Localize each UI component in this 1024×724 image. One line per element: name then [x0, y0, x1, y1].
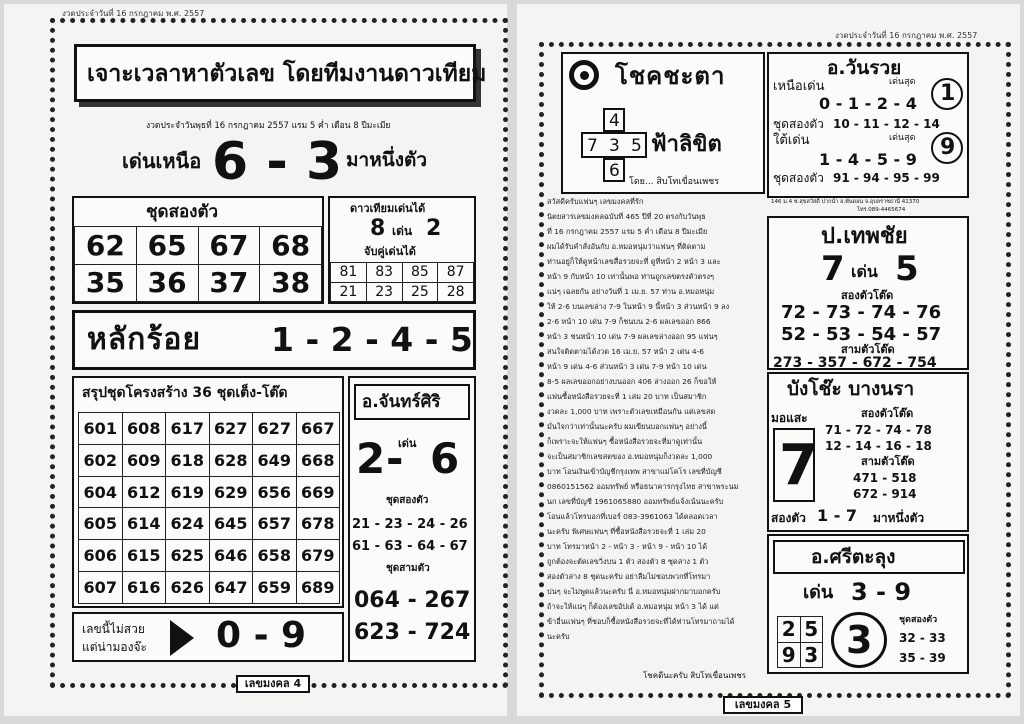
bang-big: 7: [779, 433, 818, 498]
summary-cell: 608: [122, 413, 166, 445]
pick-cell: 28: [438, 282, 474, 302]
chan-two-title: ชุดสองตัว: [386, 495, 429, 506]
wan-title: อ.วันรวย: [827, 57, 902, 79]
south-two-label: ชุดสองตัว: [773, 171, 824, 185]
chan-three-2: 623 - 724: [354, 620, 471, 645]
north-label: เหนือเด่น: [773, 79, 825, 94]
summary-cell: 625: [166, 540, 210, 572]
article-column: [547, 196, 759, 666]
article-line: นะครับ พิเศษแฟนๆ ที่ซื้อหนังสือรวยจะที่ 1 เล่ม 20: [547, 527, 706, 536]
article-line: แฟนซื้อหนังสือรวยจะที่ 1 เล่ม 20 บาท เป็นสมาชิก: [547, 392, 707, 401]
left-page: [4, 4, 507, 716]
brand-name: โชคชะตา: [615, 62, 726, 90]
summary-cell: 669: [296, 476, 340, 508]
sri-title-box: [773, 540, 965, 574]
lead-label: เด่นเหนือ: [122, 149, 202, 173]
pick-cell: 85: [402, 263, 438, 283]
right-header-date: งวดประจำวันที่ 16 กรกฎาคม พ.ศ. 2557: [835, 31, 978, 40]
article-line: หน้า 9 เด่น 4-6 ส่วนหน้า 3 เด่น 7-9 หน้า 10 เด่น: [547, 362, 707, 371]
summary-cell: 658: [253, 540, 297, 572]
summary-cell: 678: [296, 508, 340, 540]
thep-two-title: สองตัวโต๊ด: [841, 289, 894, 302]
summary-cell: 659: [253, 572, 297, 604]
brand-swirl-dot: [580, 71, 589, 80]
brand-swirl-icon: [569, 60, 599, 90]
south-label: ใต้เด่น: [773, 133, 810, 148]
bang-three-1: 471 - 518: [853, 471, 917, 485]
summary-cell: 626: [166, 572, 210, 604]
draw-line: งวดประจำวันพุธที่ 16 กรกฎาคม 2557 แรม 5 ค่ำ เดือน 8 ปีมะเมีย: [146, 121, 391, 131]
bang-box: [767, 372, 969, 532]
chan-main-right: 6: [430, 434, 460, 483]
cross-top-cell: [603, 108, 625, 132]
summary-cell: 605: [79, 508, 123, 540]
bang-title: บังโช๊ะ บางนรา: [787, 378, 915, 400]
pair-cell: 36: [136, 264, 198, 302]
title-banner: [74, 44, 487, 102]
phone: โทร.089-4465674: [857, 207, 906, 213]
thep-three: 273 - 357 - 672 - 754: [773, 355, 937, 371]
summary-cell: 615: [122, 540, 166, 572]
by-line: โดย... สิบโทเขื่อนเพชร: [629, 177, 720, 187]
north-two: 10 - 11 - 12 - 14: [833, 117, 940, 131]
summary-cell: 689: [296, 572, 340, 604]
hundreds-label: หลักร้อย: [87, 322, 202, 357]
summary-cell: 606: [79, 540, 123, 572]
south-two: 91 - 94 - 95 - 99: [833, 171, 940, 185]
sri-pair-1: 32 - 33: [899, 631, 946, 645]
cross-bottom: 6: [609, 161, 620, 181]
summary-cell: 604: [79, 476, 123, 508]
summary-cell: 629: [209, 476, 253, 508]
article-line: นะครับ: [547, 632, 570, 641]
article-line: ถ้าจะให้แน่ๆ ก็ต้องเลขอัปเด้ อ.หมอหนุ่ม หน้า 3 ได้ แต่: [547, 602, 719, 611]
summary-cell: 617: [166, 413, 210, 445]
article-line: จะเป็นสมาชิกเลขสดของ อ.หมอหนุ่มก็งวดละ 1,000: [547, 452, 713, 461]
satellite-second: 2: [426, 216, 442, 241]
pick-cell: 21: [331, 282, 367, 302]
summary-cell: 619: [166, 476, 210, 508]
chan-two-2: 61 - 63 - 64 - 67: [352, 539, 468, 554]
pair-cell: 62: [75, 227, 137, 265]
article-line: นิตยสารเลขมงคลฉบับที่ 465 ปีที่ 20 ตรงกับวันพุธ: [547, 212, 706, 221]
article-line: สนใจติดตามได้งวด 16 เม.ย. 57 หน้า 2 เด่น 4-6: [547, 347, 704, 356]
hundreds-value: 1 - 2 - 4 - 5: [271, 320, 473, 359]
article-line: 2-6 หน้า 10 เด่น 7-9 ก็ชนบน 2-6 ผลเลขออก 866: [547, 317, 711, 326]
bang-three-title: สามตัวโต๊ด: [861, 455, 915, 468]
south-star-circle: [931, 132, 963, 164]
summary-cell: 618: [166, 444, 210, 476]
chan-title: อ.จันทร์ศิริ: [362, 392, 441, 412]
summary-grid: [78, 412, 340, 604]
summary-cell: 649: [253, 444, 297, 476]
thep-two-2: 52 - 53 - 54 - 57: [781, 324, 942, 345]
chan-main-mid: เด่น: [398, 437, 417, 450]
summary-cell: 624: [166, 508, 210, 540]
chan-main-left: 2: [356, 434, 386, 483]
note-value: 0 - 9: [216, 615, 307, 656]
summary-cell: 668: [296, 444, 340, 476]
article-line: โอนแล้วโทรบอกที่เบอร์ 083-3961063 ได้ตลอดเวลา: [547, 512, 718, 521]
pairs-box: [72, 196, 324, 304]
article-line: ที่ 16 กรกฎาคม 2557 แรม 5 ค่ำ เดือน 8 ปีมะเมีย: [547, 227, 708, 236]
article-line: สองตัวล่าง 8 ชุดนะครับ อย่าลืมไม่ชอบพวกที่โทรมา: [547, 572, 711, 581]
sri-circle-num: 3: [846, 618, 873, 662]
lead-suffix: มาหนึ่งตัว: [346, 149, 427, 171]
bang-bottom-label: สองตัว: [771, 511, 806, 525]
article-line: งวดละ 1,000 บาท เพราะตัวเลขเหมือนกัน แต่เลขสด: [547, 407, 716, 416]
pick-grid: [330, 262, 474, 302]
bang-two-1: 71 - 72 - 74 - 78: [825, 423, 932, 437]
pick-cell: 23: [366, 282, 402, 302]
article-line: ท่านอยู่ก็ให้ดูหน้าเลขสื่อรวยจะที่ ดูที่หน้า 2 หน้า 3 และ: [547, 257, 721, 266]
pair-cell: 67: [198, 227, 260, 265]
wan-box: [767, 52, 969, 198]
sri-cell: 3: [800, 642, 823, 668]
north-digits: 0 - 1 - 2 - 4: [819, 94, 917, 113]
thep-box: [767, 216, 969, 370]
right-page: [517, 4, 1020, 716]
north-star-circle: [931, 78, 963, 110]
hundreds-box: [72, 310, 476, 370]
pair-cell: 35: [75, 264, 137, 302]
article-line: ให้ 2-6 บนเลขล่าง 7-9 ในหน้า 9 นี้หน้า 3 ส่วนหน้า 9 ลง: [547, 302, 730, 311]
pick-cell: 87: [438, 263, 474, 283]
chan-two-1: 21 - 23 - 24 - 26: [352, 517, 468, 532]
article-line: 8-5 ผลเลขออกอย่างบนออก 406 ล่างออก 26 ก็ขอให้: [547, 377, 717, 386]
article-line: บาท โอนเงินเข้าบัญชีกรุงเทพ สาขาแม่โคโร เลขที่บัญชี: [547, 467, 722, 476]
thep-main-mid: เด่น: [851, 262, 878, 281]
summary-cell: 645: [209, 508, 253, 540]
pair-cell: 37: [198, 264, 260, 302]
thep-three-title: สามตัวโต๊ด: [841, 343, 895, 356]
summary-cell: 647: [209, 572, 253, 604]
south-digits: 1 - 4 - 5 - 9: [819, 150, 917, 169]
cross-bottom-cell: [603, 158, 625, 182]
article-line: ผมได้รับคำสั่งอันกับ อ.หมอหนุ่มว่าแฟนๆ ที่ติดตาม: [547, 242, 706, 251]
bang-big-box: [773, 428, 818, 502]
summary-cell: 616: [122, 572, 166, 604]
sri-pair-2: 35 - 39: [899, 651, 946, 665]
pairs-title: ชุดสองตัว: [146, 202, 219, 222]
pick-cell: 83: [366, 263, 402, 283]
article-line: นก เลขที่บัญชี 1961065880 ออมทรัพย์แจ้งเน้นนะครับ: [547, 497, 724, 506]
thep-main-a: 7: [821, 249, 845, 289]
pair-cell: 38: [260, 264, 322, 302]
sri-pair-title: ชุดสองตัว: [899, 615, 938, 625]
article-line: หน้า 3 ชนหน้า 10 เด่น 7-9 ผลเลขล่างออก 95 แฟนๆ: [547, 332, 718, 341]
cross-top: 4: [609, 111, 620, 131]
sri-cell: 2: [778, 617, 801, 643]
sri-grid: [777, 616, 823, 668]
cross-mid-row: [581, 132, 647, 158]
chan-three-title: ชุดสามตัว: [386, 563, 430, 574]
note-line1: เลขนี้ไม่สวย: [82, 622, 145, 636]
north-star-num: 1: [940, 81, 956, 106]
summary-cell: 602: [79, 444, 123, 476]
article-line: บาท โทรมาหน้า 2 - หน้า 3 - หน้า 9 - หน้า 10 ได้: [547, 542, 708, 551]
north-two-label: ชุดสองตัว: [773, 117, 824, 131]
pairs-grid: [74, 226, 322, 302]
bang-three-2: 672 - 914: [853, 487, 917, 501]
cross-mid-1: 7: [587, 136, 598, 156]
summary-cell: 612: [122, 476, 166, 508]
bang-bottom-value: 1 - 7: [817, 506, 858, 525]
article-line: 0860151562 ออมทรัพย์ หรือธนาคารกรุงไทย สาขาพระนม: [547, 482, 739, 491]
right-footer: เลขมงคล 5: [723, 696, 803, 714]
thep-two-1: 72 - 73 - 74 - 76: [781, 302, 942, 323]
article-sign: โชคดีนะครับ สิบโทเขื่อนเพชร: [643, 671, 747, 680]
sri-lead-value: 3 - 9: [851, 578, 912, 606]
article-line: ข้าอื่นแฟนๆ ที่ชอบก็ซื้อหนังสือรวยจะที่ได้ท่านโทรมาถามได้: [547, 617, 735, 626]
chan-box: [348, 376, 476, 662]
sri-box: [767, 534, 969, 674]
summary-title: สรุปชุดโครงสร้าง 36 ชุดเต็ง-โต๊ด: [82, 385, 288, 401]
lead-value: 6 - 3: [212, 132, 343, 192]
pick-title: จับคู่เด่นได้: [364, 245, 416, 258]
summary-cell: 656: [253, 476, 297, 508]
chan-main-dash: -: [386, 434, 404, 483]
bang-two-title: สองตัวโต๊ด: [861, 407, 914, 420]
sri-cell: 9: [778, 642, 801, 668]
summary-cell: 627: [253, 413, 297, 445]
summary-cell: 646: [209, 540, 253, 572]
thep-title: ป.เทพชัย: [821, 224, 908, 249]
chan-title-box: [354, 384, 470, 420]
north-star: เด่นสุด: [889, 77, 916, 87]
summary-cell: 601: [79, 413, 123, 445]
left-header-date: งวดประจำวันที่ 16 กรกฎาคม พ.ศ. 2557: [62, 9, 205, 18]
satellite-box: [328, 196, 476, 304]
satellite-title: ดาวเทียมเด่นได้: [350, 202, 426, 215]
summary-cell: 628: [209, 444, 253, 476]
south-star: เด่นสุด: [889, 133, 916, 143]
satellite-main: 8: [370, 216, 386, 241]
pair-cell: 68: [260, 227, 322, 265]
sri-cell: 5: [800, 617, 823, 643]
summary-cell: 614: [122, 508, 166, 540]
summary-box: [72, 376, 344, 608]
summary-cell: 609: [122, 444, 166, 476]
sri-circle: [831, 612, 887, 668]
cross-mid-3: 5: [631, 136, 642, 156]
article-line: มั่นใจกว่าเท่านั้นนะครับ ผมเขียนบอกแฟนๆ อย่างนี้: [547, 422, 707, 431]
article-line: แน่ๆ เฉลยกัน อย่างวันที่ 1 เม.ย. 57 ท่าน อ.หมอหนุ่ม: [547, 287, 715, 296]
bang-bottom-suffix: มาหนึ่งตัว: [873, 511, 925, 525]
fa-title: ฟ้าลิขิต: [651, 132, 722, 157]
brand-box: [561, 52, 765, 194]
note-line2: แต่น่ามองจ๊ะ: [82, 640, 147, 654]
summary-cell: 667: [296, 413, 340, 445]
sri-lead-label: เด่น: [803, 582, 834, 603]
article-line: ถูกต้องจะตัดเลขวิ่งบน 1 ตัว สองตัว 8 ชุดล่าง 1 ตัว: [547, 557, 709, 566]
summary-cell: 627: [209, 413, 253, 445]
cross-mid-2: 3: [609, 136, 620, 156]
sri-title: อ.ศรีตะลุง: [811, 546, 896, 568]
pair-cell: 65: [136, 227, 198, 265]
left-footer: เลขมงคล 4: [236, 675, 310, 693]
south-star-num: 9: [940, 135, 956, 160]
article-line: ก็เพราะจะให้แฟนๆ ซื้อหนังสือรวยจะที่มาดูเท่านั้น: [547, 437, 703, 446]
bang-two-2: 12 - 14 - 16 - 18: [825, 439, 932, 453]
summary-cell: 607: [79, 572, 123, 604]
title-banner-text: เจาะเวลาหาตัวเลข โดยทีมงานดาวเทียม: [87, 61, 487, 87]
chan-three-1: 064 - 267: [354, 588, 471, 613]
article-line: หน้า 9 กับหน้า 10 เท่านั้นพอ ท่านถูกเลขตรงตัวตรงๆ: [547, 272, 714, 281]
summary-cell: 657: [253, 508, 297, 540]
bang-sub: มอแสะ: [771, 411, 808, 425]
address: 146 ม.4 ซ.สุขสวัสดิ์ ปากน้ำ อ.พันดอน จ.อุบลราชธานี 41370: [771, 199, 920, 205]
satellite-mid: เด่น: [392, 224, 413, 238]
note-box: [72, 612, 344, 662]
arrow-right-icon: [170, 620, 194, 656]
summary-cell: 679: [296, 540, 340, 572]
thep-main-b: 5: [895, 249, 919, 289]
article-line: สวัสดีครับแฟนๆ เลขมงคลที่รัก: [547, 197, 644, 206]
pick-cell: 81: [331, 263, 367, 283]
article-line: บ่นๆ จะไม่พูดแล้วนะครับ นี่ อ.หมอหนุ่มฝากมาบอกครับ: [547, 587, 721, 596]
pick-cell: 25: [402, 282, 438, 302]
